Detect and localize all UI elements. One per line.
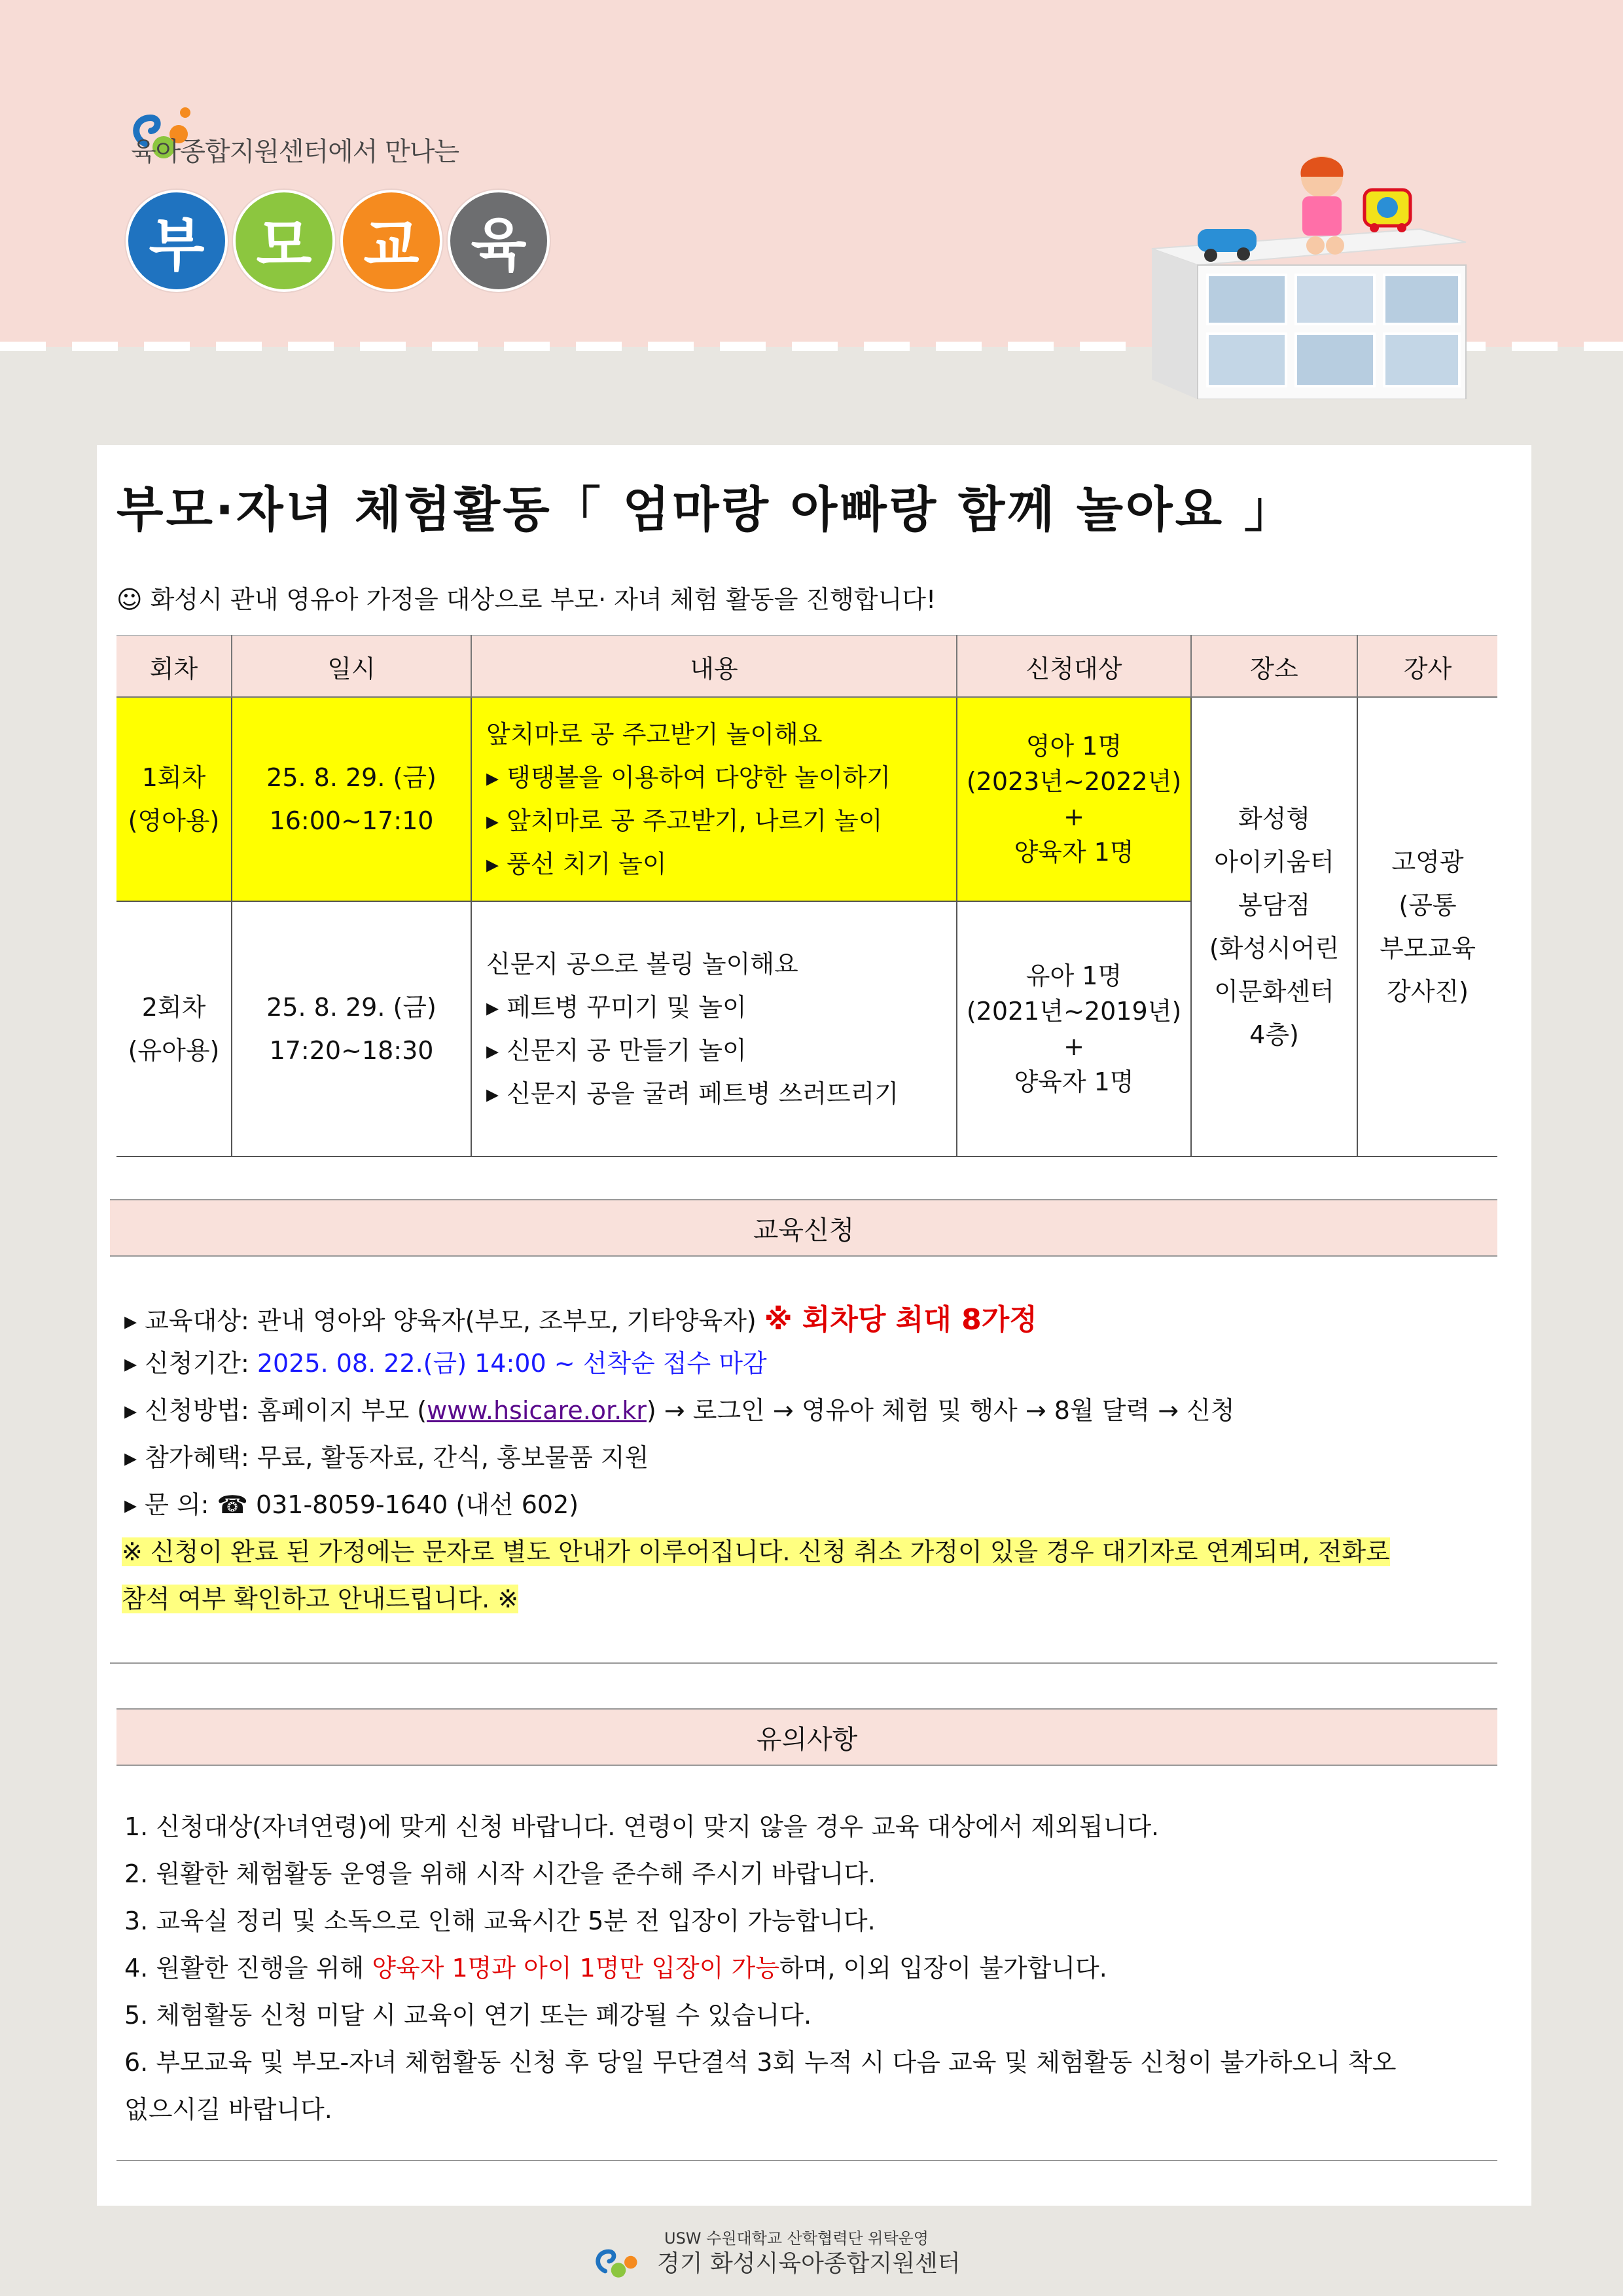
apply-period <box>124 1343 767 1379</box>
target-cell <box>957 901 1191 1157</box>
badge-gyo: 교 <box>340 190 442 292</box>
date-text: 25. 8. 29. (금) <box>266 763 437 792</box>
apply-target-note: ※ 회차당 최대 8가정 <box>764 1303 1037 1336</box>
target-years: (2023년~2022년) <box>966 767 1182 796</box>
section-divider <box>110 1662 1497 1664</box>
instructor-line: 고영광 <box>1391 848 1464 876</box>
caution-item-5: 5. 체험활동 신청 미달 시 교육이 연기 또는 폐강될 수 있습니다. <box>124 2001 812 2030</box>
apply-notice-1 <box>122 1532 1390 1568</box>
page-subtitle: ☺ 화성시 관내 영유아 가정을 대상으로 부모· 자녀 체험 활동을 진행합니다! <box>116 585 936 614</box>
badge-yuk: 육 <box>448 190 550 292</box>
content-cell <box>471 697 957 901</box>
table-row <box>116 697 1497 901</box>
content-item: ▸ 풍선 치기 놀이 <box>486 850 667 878</box>
content-item: ▸ 앞치마로 공 주고받기, 나르기 놀이 <box>486 806 883 835</box>
main-card <box>97 445 1531 2206</box>
session-label: 2회차 <box>141 993 206 1022</box>
place-line: 아이키움터 <box>1214 848 1334 876</box>
place-line: 봉담점 <box>1238 891 1311 920</box>
place-cell <box>1191 697 1357 1157</box>
apply-method-steps: ) → 로그인 → 영유아 체험 및 행사 → 8월 달력 → 신청 <box>646 1396 1235 1425</box>
apply-method-label: ▸ 신청방법: 홈페이지 부모 ( <box>124 1396 427 1425</box>
homepage-link[interactable]: www.hsicare.or.kr <box>427 1396 647 1425</box>
content-item: ▸ 탱탱볼을 이용하여 다양한 놀이하기 <box>486 763 891 792</box>
section-divider <box>116 2160 1497 2161</box>
target-child: 영아 1명 <box>1026 732 1122 761</box>
badge-mo: 모 <box>233 190 335 292</box>
col-header-instructor: 강사 <box>1357 636 1497 697</box>
session-cell <box>116 697 232 901</box>
session-cell <box>116 901 232 1157</box>
brand-tagline: 육아종합지원센터에서 만나는 <box>131 137 459 167</box>
col-header-content: 내용 <box>471 636 957 697</box>
caution-item-4-end: 하며, 이외 입장이 불가합니다. <box>779 1954 1107 1982</box>
session-group: (유아용) <box>128 1036 220 1065</box>
caution-item-6-cont: 없으시길 바랍니다. <box>124 2095 332 2124</box>
place-line: 이문화센터 <box>1214 977 1334 1006</box>
notice-text: 참석 여부 확인하고 안내드립니다. ※ <box>122 1585 519 1613</box>
content-cell <box>471 901 957 1157</box>
content-item: ▸ 페트병 꾸미기 및 놀이 <box>486 993 747 1022</box>
parent-education-badges <box>126 190 550 292</box>
caution-item-1: 1. 신청대상(자녀연령)에 맞게 신청 바랍니다. 연령이 맞지 않을 경우 교육 대상에서 제외됩니다. <box>124 1812 1160 1841</box>
time-text: 16:00~17:10 <box>269 806 434 835</box>
target-guardian: 양육자 1명 <box>1014 838 1134 867</box>
instructor-cell <box>1357 697 1497 1157</box>
instructor-line: 부모교육 <box>1380 934 1476 963</box>
target-years: (2021년~2019년) <box>966 997 1182 1026</box>
apply-method <box>124 1390 1235 1426</box>
col-header-target: 신청대상 <box>957 636 1191 697</box>
apply-period-value: 2025. 08. 22.(금) 14:00 ~ 선착순 접수 마감 <box>257 1349 767 1378</box>
apply-heading: 교육신청 <box>110 1199 1497 1257</box>
col-header-session: 회차 <box>116 636 232 697</box>
place-line: 4층) <box>1249 1020 1299 1049</box>
place-line: (화성시어린 <box>1209 934 1340 963</box>
datetime-cell <box>232 697 471 901</box>
date-text: 25. 8. 29. (금) <box>266 993 437 1022</box>
place-line: 화성형 <box>1238 804 1311 833</box>
footer-operator: USW 수원대학교 산학협력단 위탁운영 <box>664 2229 929 2248</box>
notice-text: ※ 신청이 완료 된 가정에는 문자로 별도 안내가 이루어집니다. 신청 취소 가정이 있을 경우 대기자로 연계되며, 전화로 <box>122 1537 1390 1566</box>
footer-center-name: 경기 화성시육아종합지원센터 <box>657 2250 961 2277</box>
apply-notice-2 <box>122 1579 518 1615</box>
time-text: 17:20~18:30 <box>269 1036 434 1065</box>
footer-center <box>589 2238 1047 2284</box>
apply-target <box>124 1296 1037 1338</box>
content-title: 앞치마로 공 주고받기 놀이해요 <box>486 720 823 749</box>
target-guardian: 양육자 1명 <box>1014 1067 1134 1096</box>
caution-item-2: 2. 원활한 체험활동 운영을 위해 시작 시간을 준수해 주시기 바랍니다. <box>124 1859 876 1888</box>
target-cell <box>957 697 1191 901</box>
center-logo-icon <box>589 2242 648 2281</box>
caution-item-4-emphasis: 양육자 1명과 아이 1명만 입장이 가능 <box>372 1954 779 1982</box>
target-child: 유아 1명 <box>1026 961 1122 990</box>
caution-item-4-start: 4. 원활한 진행을 위해 <box>124 1954 372 1982</box>
session-label: 1회차 <box>141 763 206 792</box>
caution-item-3: 3. 교육실 정리 및 소독으로 인해 교육시간 5분 전 입장이 가능합니다. <box>124 1907 876 1935</box>
col-header-datetime: 일시 <box>232 636 471 697</box>
col-header-place: 장소 <box>1191 636 1357 697</box>
content-item: ▸ 신문지 공 만들기 놀이 <box>486 1036 747 1065</box>
schedule-table <box>116 635 1497 1157</box>
apply-period-label: ▸ 신청기간: <box>124 1349 257 1378</box>
target-plus: + <box>1063 802 1084 831</box>
apply-target-text: ▸ 교육대상: 관내 영아와 양육자(부모, 조부모, 기타양육자) <box>124 1306 764 1335</box>
caution-item-4 <box>124 1948 1107 1984</box>
datetime-cell <box>232 901 471 1157</box>
content-title: 신문지 공으로 볼링 놀이해요 <box>486 950 798 978</box>
session-group: (영아용) <box>128 806 220 835</box>
apply-benefit: ▸ 참가혜택: 무료, 활동자료, 간식, 홍보물품 지원 <box>124 1443 649 1472</box>
table-header-row <box>116 636 1497 697</box>
apply-contact: ▸ 문 의: ☎ 031-8059-1640 (내선 602) <box>124 1490 579 1519</box>
content-item: ▸ 신문지 공을 굴려 페트병 쓰러뜨리기 <box>486 1079 899 1108</box>
toy-shelf-illustration <box>1139 151 1479 399</box>
target-plus: + <box>1063 1032 1084 1061</box>
instructor-line: 강사진) <box>1387 977 1469 1006</box>
page-title: 부모·자녀 체험활동「 엄마랑 아빠랑 함께 놀아요 」 <box>116 482 1295 538</box>
caution-item-6: 6. 부모교육 및 부모-자녀 체험활동 신청 후 당일 무단결석 3회 누적 시 다음 교육 및 체험활동 신청이 불가하오니 착오 <box>124 2048 1397 2077</box>
caution-heading: 유의사항 <box>116 1708 1497 1766</box>
instructor-line: (공통 <box>1399 891 1457 920</box>
badge-bu: 부 <box>126 190 228 292</box>
